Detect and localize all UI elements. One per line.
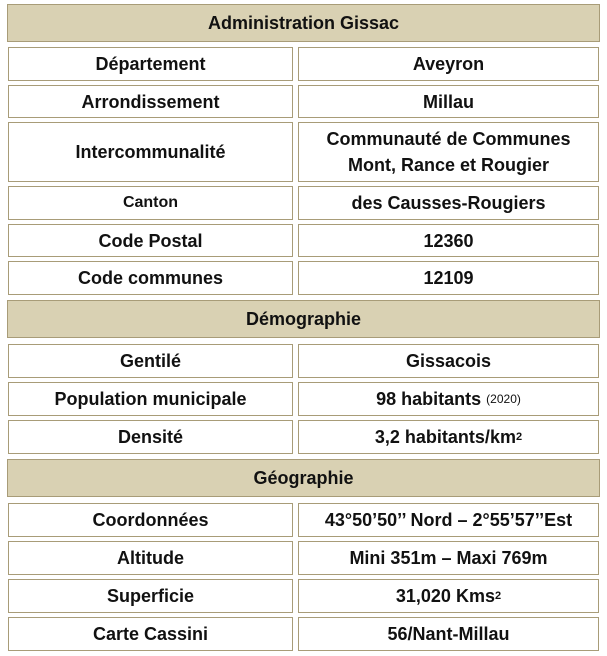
row-label-departement xyxy=(8,47,293,81)
cell-text: 12109 xyxy=(423,268,474,288)
row-value-departement xyxy=(298,47,599,81)
cell-text: 12360 xyxy=(423,230,474,251)
cell-text-line1: Communauté de Communes xyxy=(326,129,571,149)
cell-text: 31,020 Kms xyxy=(395,586,495,606)
row-label-code-postal xyxy=(8,224,293,257)
row-label-superficie xyxy=(8,579,293,613)
cell-text: 98 habitants xyxy=(376,389,482,409)
row-value-arrondissement xyxy=(298,85,599,118)
section-header-demographie xyxy=(7,300,600,338)
cell-text: Mini 351m – Maxi 769m xyxy=(349,548,548,568)
cell-text: Canton xyxy=(122,194,179,211)
row-label-altitude xyxy=(8,541,293,575)
row-label-arrondissement xyxy=(8,85,293,118)
cell-text: Altitude xyxy=(117,548,184,568)
cell-text: Millau xyxy=(422,91,474,112)
section-header-geographie xyxy=(7,459,600,497)
cell-text: Arrondissement xyxy=(81,91,220,112)
cell-text: Superficie xyxy=(106,586,195,606)
cell-text: Carte Cassini xyxy=(92,624,209,644)
row-value-superficie: 31,020 Kms 2 xyxy=(298,579,599,613)
cell-text: 56/Nant-Millau xyxy=(387,624,510,644)
row-label-canton xyxy=(8,186,293,220)
year-note: (2020) xyxy=(486,392,521,406)
row-value-altitude xyxy=(298,541,599,575)
row-value-coordonnees xyxy=(298,503,599,537)
cell-text: Département xyxy=(95,54,206,74)
row-label-intercommunalite xyxy=(8,122,293,182)
section-title: Administration Gissac xyxy=(207,12,400,33)
row-value-intercommunalite xyxy=(298,122,599,182)
cell-text: Gentilé xyxy=(119,351,181,371)
cell-text: 43°50’50’’ Nord – 2°55’57’’Est xyxy=(324,510,573,530)
cell-text: 3,2 habitants/km xyxy=(374,427,516,447)
cell-text: Intercommunalité xyxy=(75,142,226,162)
row-label-carte-cassini xyxy=(8,617,293,651)
row-label-gentile xyxy=(8,344,293,378)
row-label-densite xyxy=(8,420,293,454)
section-title: Géographie xyxy=(253,467,354,488)
cell-text: Aveyron xyxy=(412,54,485,74)
cell-text: Code communes xyxy=(77,268,224,288)
row-label-population xyxy=(8,382,293,416)
section-title: Démographie xyxy=(245,308,362,329)
row-value-population xyxy=(298,382,599,416)
row-value-code-postal xyxy=(298,224,599,257)
cell-text: des Causses-Rougiers xyxy=(351,193,546,213)
row-value-carte-cassini xyxy=(298,617,599,651)
row-value-densite: 3,2 habitants/km 2 xyxy=(298,420,599,454)
row-label-coordonnees xyxy=(8,503,293,537)
cell-text-line2: Mont, Rance et Rougier xyxy=(347,155,549,175)
cell-text: Coordonnées xyxy=(92,510,209,530)
section-header-administration xyxy=(7,4,600,42)
row-label-code-communes xyxy=(8,261,293,295)
row-value-gentile xyxy=(298,344,599,378)
row-value-code-communes xyxy=(298,261,599,295)
cell-text: Population municipale xyxy=(54,389,247,409)
cell-text: Gissacois xyxy=(405,351,492,371)
cell-text: Densité xyxy=(117,427,184,447)
row-value-canton xyxy=(298,186,599,220)
cell-text: Code Postal xyxy=(98,230,203,251)
